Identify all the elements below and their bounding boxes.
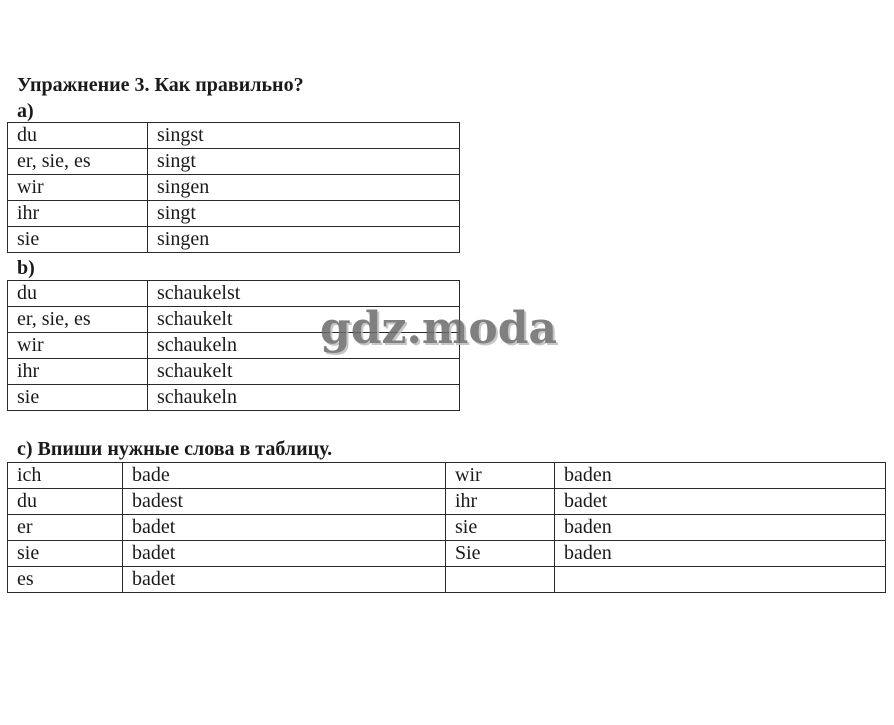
table-row	[8, 359, 460, 385]
pronoun-cell: es	[8, 567, 123, 593]
pronoun-cell: sie	[8, 385, 148, 411]
pronoun-cell: wir	[446, 463, 555, 489]
part-c-label: c) Впиши нужные слова в таблицу.	[17, 438, 333, 460]
pronoun-cell: wir	[8, 333, 148, 359]
pronoun-cell: ihr	[8, 359, 148, 385]
verb-cell: schaukelt	[148, 359, 460, 385]
verb-cell: schaukeln	[148, 385, 460, 411]
verb-cell: singt	[148, 149, 460, 175]
table-row	[8, 489, 886, 515]
table-row	[8, 123, 460, 149]
pronoun-cell: er, sie, es	[8, 307, 148, 333]
pronoun-cell: sie	[8, 541, 123, 567]
empty-cell	[446, 567, 555, 593]
watermark-logo: gdz.moda	[320, 303, 558, 354]
verb-cell: badet	[555, 489, 886, 515]
verb-cell: singt	[148, 201, 460, 227]
verb-cell: badest	[123, 489, 446, 515]
part-b-label: b)	[17, 257, 35, 279]
pronoun-cell: er, sie, es	[8, 149, 148, 175]
pronoun-cell: wir	[8, 175, 148, 201]
table-row	[8, 567, 886, 593]
verb-cell: baden	[555, 515, 886, 541]
verb-cell: singen	[148, 175, 460, 201]
pronoun-cell: du	[8, 123, 148, 149]
table-row	[8, 227, 460, 253]
table-row	[8, 175, 460, 201]
table-row	[8, 149, 460, 175]
table-row	[8, 541, 886, 567]
pronoun-cell: Sie	[446, 541, 555, 567]
verb-cell: baden	[555, 463, 886, 489]
verb-cell: badet	[123, 515, 446, 541]
verb-cell: badet	[123, 541, 446, 567]
verb-cell: singst	[148, 123, 460, 149]
part-a-table	[7, 122, 460, 253]
verb-cell: schaukelst	[148, 281, 460, 307]
table-row	[8, 201, 460, 227]
verb-cell: schaukelt	[148, 307, 460, 333]
exercise-title: Упражнение 3. Как правильно?	[17, 74, 304, 96]
pronoun-cell: ich	[8, 463, 123, 489]
pronoun-cell: sie	[8, 227, 148, 253]
verb-cell: baden	[555, 541, 886, 567]
part-c-table	[7, 462, 886, 593]
part-a-label: a)	[17, 100, 34, 122]
pronoun-cell: du	[8, 281, 148, 307]
pronoun-cell: du	[8, 489, 123, 515]
pronoun-cell: er	[8, 515, 123, 541]
table-row	[8, 385, 460, 411]
verb-cell: singen	[148, 227, 460, 253]
pronoun-cell: ihr	[8, 201, 148, 227]
verb-cell: bade	[123, 463, 446, 489]
pronoun-cell: sie	[446, 515, 555, 541]
table-row	[8, 463, 886, 489]
verb-cell: badet	[123, 567, 446, 593]
table-row	[8, 515, 886, 541]
pronoun-cell: ihr	[446, 489, 555, 515]
empty-cell	[555, 567, 886, 593]
verb-cell: schaukeln	[148, 333, 460, 359]
